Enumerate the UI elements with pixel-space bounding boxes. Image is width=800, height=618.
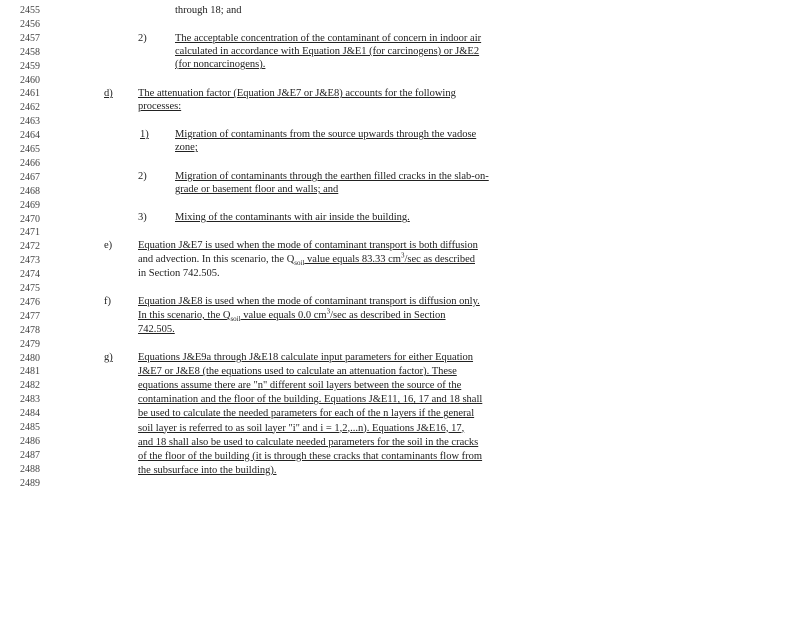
section-text-line: J&E7 or J&E8 (the equations used to calculate an attenuation factor). These bbox=[138, 366, 457, 378]
section-marker-d: d) bbox=[104, 88, 113, 99]
text-run: /sec as described bbox=[404, 254, 475, 265]
subscript: soil bbox=[294, 259, 305, 268]
subscript: soil bbox=[230, 315, 241, 324]
section-text-line: processes: bbox=[138, 101, 182, 112]
section-text-line: 742.505. bbox=[138, 324, 175, 335]
item-marker: 2) bbox=[138, 33, 147, 44]
superscript: 3 bbox=[400, 251, 405, 260]
item-text-line: (for noncarcinogens). bbox=[175, 59, 266, 70]
line-number: 2469 bbox=[20, 199, 40, 211]
section-text-line bbox=[138, 309, 446, 322]
section-marker-g: g) bbox=[104, 352, 113, 363]
line-number: 2470 bbox=[20, 213, 40, 225]
line-number: 2482 bbox=[20, 380, 40, 392]
line-number: 2478 bbox=[20, 324, 40, 336]
line-number: 2485 bbox=[20, 422, 40, 433]
line-number: 2458 bbox=[20, 46, 40, 58]
line-number: 2483 bbox=[20, 394, 40, 406]
section-text-line: the subsurface into the building). bbox=[138, 464, 277, 476]
section-text-line: of the floor of the building (it is through these cracks that contaminants flow from bbox=[138, 450, 483, 462]
item-text-line: The acceptable concentration of the contaminant of concern in indoor air bbox=[175, 33, 482, 44]
line-number: 2474 bbox=[20, 269, 40, 281]
section-marker-e: e) bbox=[104, 240, 113, 251]
section-text-line: Equation J&E8 is used when the mode of contaminant transport is diffusion only. bbox=[138, 296, 480, 307]
subitem-marker-1: 1) bbox=[140, 129, 149, 140]
section-text-line: contamination and the floor of the building. Equations J&E11, 16, 17 and 18 shall bbox=[138, 394, 483, 406]
line-number: 2481 bbox=[20, 366, 40, 378]
line-number: 2460 bbox=[20, 74, 40, 86]
line-number: 2459 bbox=[20, 60, 40, 72]
line-number: 2473 bbox=[20, 255, 40, 267]
text-run: In this scenario, the Q bbox=[138, 310, 231, 321]
subitem-text-line: zone; bbox=[175, 142, 198, 153]
line-number: 2463 bbox=[20, 116, 40, 128]
line-number: 2480 bbox=[20, 352, 40, 364]
previous-item-fragment: through 18; and bbox=[175, 5, 242, 16]
line-number: 2455 bbox=[20, 5, 40, 16]
line-number: 2476 bbox=[20, 296, 40, 308]
subitem-text-line: Mixing of the contaminants with air inside the building. bbox=[175, 212, 410, 223]
section-text-line: soil layer is referred to as soil layer "i" and i = 1,2,...n). Equations J&E16, 17, bbox=[138, 422, 465, 434]
section-text-line: The attenuation factor (Equation J&E7 or J&E8) accounts for the following bbox=[138, 88, 456, 99]
text-run: /sec as described in Section bbox=[330, 310, 446, 321]
section-text-line: in Section 742.505. bbox=[138, 268, 220, 279]
subitem-text-line: Migration of contaminants through the earthen filled cracks in the slab-on- bbox=[175, 171, 489, 182]
line-number: 2457 bbox=[20, 32, 40, 44]
subitem-text-line: Migration of contaminants from the source upwards through the vadose bbox=[175, 129, 477, 140]
section-text-line: equations assume there are "n" different soil layers between the source of the bbox=[138, 380, 462, 392]
line-number: 2489 bbox=[20, 477, 40, 489]
line-number: 2484 bbox=[20, 408, 40, 420]
subitem-text-line: grade or basement floor and walls; and bbox=[175, 184, 339, 195]
subitem-marker-2: 2) bbox=[138, 171, 147, 182]
section-text-line: Equation J&E7 is used when the mode of contaminant transport is both diffusion bbox=[138, 240, 478, 251]
line-number: 2471 bbox=[20, 227, 40, 239]
line-number: 2488 bbox=[20, 463, 40, 475]
line-number: 2479 bbox=[20, 338, 40, 350]
line-number: 2466 bbox=[20, 157, 40, 169]
text-run: and advection. In this scenario, the Q bbox=[138, 254, 295, 265]
line-number: 2487 bbox=[20, 449, 40, 461]
item-text-line: calculated in accordance with Equation J&E1 (for carcinogens) or J&E2 bbox=[175, 46, 480, 57]
line-number: 2464 bbox=[20, 130, 40, 142]
section-text-line bbox=[138, 253, 475, 266]
line-number: 2456 bbox=[20, 18, 40, 30]
line-number: 2472 bbox=[20, 241, 40, 253]
line-number: 2468 bbox=[20, 185, 40, 197]
line-number: 2477 bbox=[20, 310, 40, 322]
line-number: 2461 bbox=[20, 88, 40, 100]
line-number: 2486 bbox=[20, 435, 40, 447]
text-run bbox=[294, 251, 475, 268]
section-text-line: and 18 shall also be used to calculate needed parameters for the soil in the cracks bbox=[138, 436, 479, 448]
section-text-line: Equations J&E9a through J&E18 calculate input parameters for either Equation bbox=[138, 352, 474, 363]
line-number: 2475 bbox=[20, 283, 40, 294]
text-run: value equals 0.0 cm bbox=[240, 310, 327, 321]
text-run: value equals 83.33 cm bbox=[304, 254, 401, 265]
superscript: 3 bbox=[326, 307, 331, 316]
section-text-line: be used to calculate the needed parameters for each of the n layers if the general bbox=[138, 408, 475, 420]
line-number: 2462 bbox=[20, 102, 40, 114]
line-number: 2467 bbox=[20, 171, 40, 183]
line-number: 2465 bbox=[20, 144, 40, 155]
subitem-marker-3: 3) bbox=[138, 212, 147, 223]
section-marker-f: f) bbox=[104, 296, 111, 307]
